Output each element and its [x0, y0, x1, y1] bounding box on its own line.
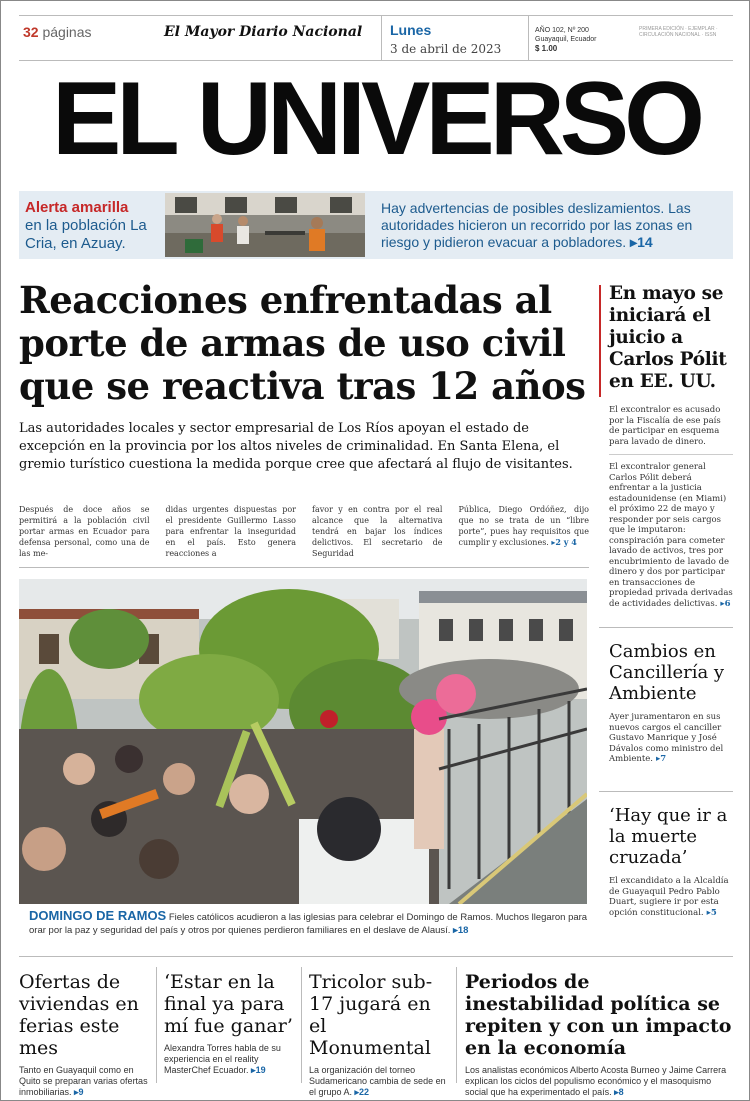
- divider: [156, 967, 157, 1083]
- page-ref: ▸18: [450, 925, 469, 936]
- body-column-1: Después de doce años se permitirá a la población civil portar armas en Ecuador para defensa personal, como una de las me-: [19, 505, 150, 558]
- divider: [456, 967, 457, 1083]
- story-polit-body: [599, 405, 733, 609]
- body-column-3: favor y en contra por el real alcance que la alternativa tendrá en bajar los índices delictivos. El secretario de Seguridad: [312, 505, 443, 558]
- caption-title: DOMINGO DE RAMOS: [29, 908, 167, 923]
- page-ref: ▸7: [653, 754, 667, 764]
- story-muerte-cruzada-text: El excandidato a la Alcaldía de Guayaquil Pedro Pablo Duart, sugiere ir por esta opción constitucional. ▸5: [609, 876, 729, 918]
- divider: [19, 956, 733, 957]
- main-body: [19, 504, 589, 559]
- fine-print: PRIMERA EDICIÓN · EJEMPLAR · CIRCULACIÓN NACIONAL · ISSN: [639, 26, 718, 38]
- bottom-story-text: Los analistas económicos Alberto Acosta Burneo y Jaime Carrera explican los ciclos del populismo económico y el masoquismo social que ha experimentado el país. ▸8: [465, 1065, 727, 1097]
- bottom-story-tricolor[interactable]: [309, 971, 449, 1098]
- story-muerte-cruzada-headline: ‘Hay que ir a la muerte cruzada’: [609, 805, 728, 868]
- page-ref: ▸14: [630, 234, 653, 250]
- palm-sunday-photo[interactable]: [19, 579, 587, 904]
- bottom-story-title: Ofertas de viviendas en ferias este mes: [19, 971, 139, 1059]
- edition-number: AÑO 102, Nº 200: [535, 27, 589, 34]
- top-strip: [19, 15, 733, 61]
- alert-description: Hay advertencias de posibles deslizamientos. Las autoridades hicieron un recorrido por las zonas en riesgo y pidieron evacuar a pobladores. ▸14: [381, 200, 693, 250]
- edition-info: [535, 26, 635, 53]
- page-ref: ▸6: [717, 598, 731, 609]
- bottom-story-viviendas[interactable]: [19, 971, 153, 1098]
- photo-caption: [19, 909, 589, 937]
- alert-banner[interactable]: [19, 191, 733, 259]
- caption-text: Fieles católicos acudieron a las iglesias para celebrar el Domingo de Ramos. Muchos llegaron para orar por la paz y seguridad del país y otros por quienes perdieron familiares en el deslave de Alausí.: [29, 912, 588, 936]
- edition-location: Guayaquil, Ecuador: [535, 36, 597, 43]
- story-polit-summary: El excontralor es acusado por la Fiscalía de ese país de participar en esquema para lavado de dinero.: [609, 405, 721, 447]
- tagline: El Mayor Diario Nacional: [164, 24, 363, 40]
- alert-title: Alerta amarilla: [25, 199, 129, 216]
- masthead-logo: EL UNIVERSO: [51, 61, 701, 177]
- bottom-story-text: La organización del torneo Sudamericano cambia de sede en el grupo A. ▸22: [309, 1065, 446, 1097]
- alert-photo: [165, 193, 365, 257]
- weekday: Lunes: [390, 22, 432, 38]
- divider: [599, 627, 733, 628]
- story-cancilleria[interactable]: [599, 641, 733, 765]
- alert-teaser: [25, 199, 165, 253]
- price: $ 1.00: [535, 44, 558, 53]
- story-muerte-cruzada[interactable]: [599, 805, 733, 918]
- divider: [19, 567, 589, 568]
- divider: [599, 791, 733, 792]
- page-ref: ▸22: [352, 1087, 370, 1097]
- bottom-story-title: ‘Estar en la final ya para mí fue ganar’: [164, 971, 293, 1037]
- page-count: 32 páginas: [23, 24, 92, 40]
- story-polit-headline: En mayo se iniciará el juicio a Carlos Pólit en EE. UU.: [609, 283, 727, 392]
- issue-date: 3 de abril de 2023: [390, 42, 502, 56]
- main-deck: Las autoridades locales y sector empresarial de Los Ríos apoyan el estado de excepción en la provincia por los altos niveles de criminalidad. En Santa Elena, el gremio turístico cuestiona la medida porque cree que afectará al flujo de visitantes.: [19, 421, 573, 472]
- bottom-story-title: Periodos de inestabilidad política se repiten y con un impacto en la economía: [465, 971, 732, 1059]
- body-column-2: didas urgentes dispuestas por el presidente Guillermo Lasso para enfrentar la inseguridad en el país. Esto genera reacciones a: [165, 505, 296, 558]
- page-ref: ▸8: [611, 1087, 624, 1097]
- bottom-story-economia[interactable]: [465, 971, 733, 1098]
- page-ref: ▸9: [71, 1087, 84, 1097]
- bottom-story-text: Alexandra Torres habla de su experiencia en el reality MasterChef Ecuador. ▸19: [164, 1043, 281, 1075]
- bottom-story-title: Tricolor sub-17 jugará en el Monumental: [309, 971, 433, 1059]
- divider: [609, 454, 733, 455]
- bottom-story-masterchef[interactable]: [164, 971, 296, 1076]
- page-ref: ▸5: [703, 907, 717, 918]
- bottom-story-text: Tanto en Guayaquil como en Quito se preparan varias ofertas inmobiliarias. ▸9: [19, 1065, 148, 1097]
- story-cancilleria-text: Ayer juramentaron en sus nuevos cargos el canciller Gustavo Manrique y José Dávalos como ministro del Ambiente. ▸7: [609, 712, 724, 764]
- body-column-4: Pública, Diego Ordóñez, dijo que no se trata de un “libre porte”, pues hay requisitos que cumplir y exclusiones. ▸2 y 4: [458, 505, 589, 547]
- page-ref: ▸2 y 4: [551, 537, 577, 547]
- page-ref: ▸19: [248, 1065, 266, 1075]
- story-cancilleria-headline: Cambios en Cancillería y Ambiente: [609, 641, 725, 704]
- story-polit[interactable]: [599, 283, 733, 393]
- main-headline[interactable]: Reacciones enfrentadas al porte de armas de uso civil que se reactiva tras 12 años: [19, 278, 586, 408]
- date-box: [381, 16, 529, 60]
- divider: [301, 967, 302, 1083]
- story-polit-text: El excontralor general Carlos Pólit deberá enfrentar a la justicia estadounidense (en Miami) el próximo 22 de mayo y responder por seis cargos que le imputaron: conspiración para cometer lavado de activos, tres por encubrimiento de lavado de dinero y dos por participar en transacciones de propiedad privada derivadas de actividades delictivas. ▸6: [609, 462, 733, 609]
- alert-subtitle: en la población La Cria, en Azuay.: [25, 217, 147, 252]
